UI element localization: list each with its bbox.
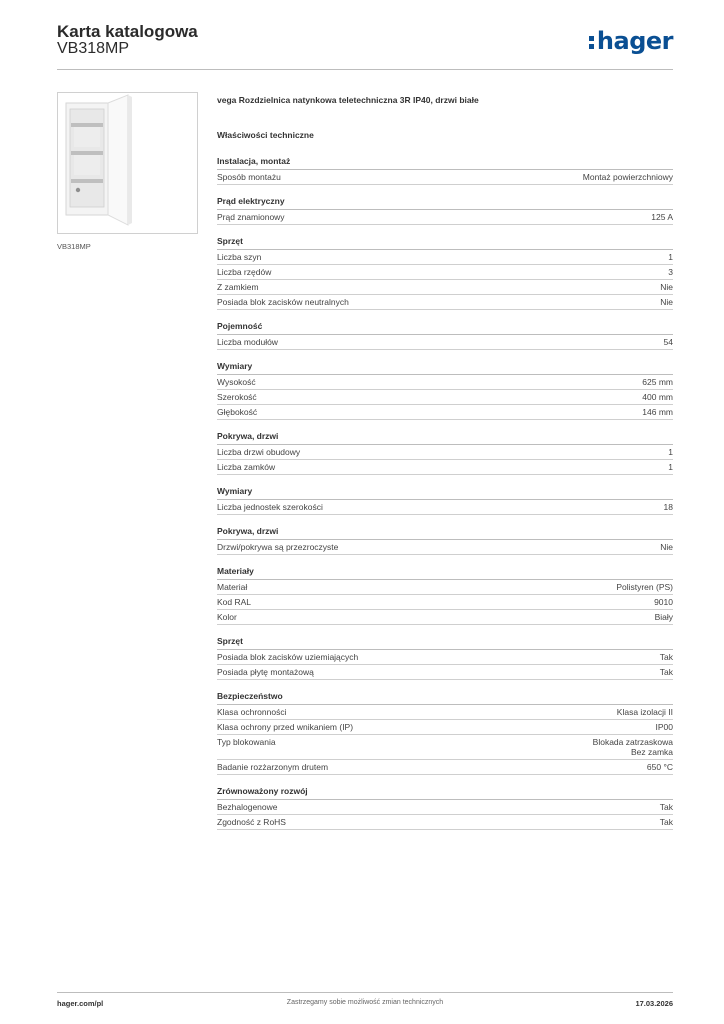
section-spacer: [217, 225, 673, 236]
spec-row: [217, 280, 673, 295]
spec-value-line: Montaż powierzchniowy: [582, 172, 673, 182]
hager-logo: [589, 27, 673, 55]
spec-row: [217, 295, 673, 310]
spec-value: [660, 802, 673, 812]
spec-value-line: 650 °C: [646, 762, 673, 772]
spec-value-line: Nie: [660, 297, 673, 307]
product-image-caption: VB318MP: [57, 242, 91, 251]
spec-value-line: Tak: [659, 817, 673, 827]
spec-value-line: 18: [663, 502, 673, 512]
spec-value-line: 3: [668, 267, 673, 277]
spec-section: [217, 786, 673, 830]
spec-value: [660, 297, 673, 307]
spec-label: Liczba modułów: [217, 337, 278, 347]
spec-label: Badanie rozżarzonym drutem: [217, 762, 329, 772]
section-spacer: [217, 515, 673, 526]
spec-section: [217, 361, 673, 420]
spec-value: [664, 337, 673, 347]
spec-value: [654, 597, 673, 607]
spec-value: [647, 762, 673, 772]
spec-value: [668, 267, 673, 277]
spec-label: Typ blokowania: [217, 737, 276, 747]
spec-value: [660, 282, 673, 292]
spec-row: [217, 460, 673, 475]
product-description: vega Rozdzielnica natynkowa teletechniczna 3R IP40, drzwi białe: [217, 95, 479, 105]
spec-row: [217, 390, 673, 405]
spec-value: [616, 582, 673, 592]
spec-value: [668, 447, 673, 457]
section-spacer: [217, 625, 673, 636]
spec-row: [217, 170, 673, 185]
spec-value-line: 625 mm: [642, 377, 673, 387]
spec-label: Posiada blok zacisków neutralnych: [217, 297, 349, 307]
spec-value: [642, 407, 673, 417]
spec-value-line: 1: [668, 447, 673, 457]
logo-mark-icon: [589, 34, 595, 50]
spec-label: Prąd znamionowy: [217, 212, 285, 222]
product-code: VB318MP: [57, 40, 130, 57]
spec-section: [217, 486, 673, 515]
spec-label: Materiał: [217, 582, 248, 592]
section-spacer: [217, 310, 673, 321]
spec-row: [217, 405, 673, 420]
spec-row: [217, 705, 673, 720]
spec-value: [642, 392, 673, 402]
spec-row: [217, 760, 673, 775]
spec-label: Posiada płytę montażową: [217, 667, 314, 677]
spec-value-line: 400 mm: [642, 392, 673, 402]
spec-label: Drzwi/pokrywa są przezroczyste: [217, 542, 339, 552]
spec-section-title: Materiały: [217, 566, 673, 580]
section-spacer: [217, 420, 673, 431]
spec-row: [217, 445, 673, 460]
spec-value: [660, 667, 673, 677]
spec-row: [217, 210, 673, 225]
spec-value-line: Nie: [660, 282, 673, 292]
spec-row: [217, 580, 673, 595]
spec-value-line: Tak: [659, 667, 673, 677]
spec-section: [217, 691, 673, 775]
spec-section: [217, 636, 673, 680]
spec-section: [217, 431, 673, 475]
spec-label: Liczba rzędów: [217, 267, 272, 277]
spec-row: [217, 375, 673, 390]
spec-value: [656, 722, 674, 732]
spec-label: Szerokość: [217, 392, 257, 402]
spec-label: Posiada blok zacisków uziemiających: [217, 652, 359, 662]
spec-label: Sposób montażu: [217, 172, 281, 182]
spec-section: [217, 196, 673, 225]
footer-date: 17.03.2026: [635, 999, 673, 1008]
spec-value-line: Tak: [659, 652, 673, 662]
page-header: [57, 20, 673, 70]
spec-row: [217, 735, 673, 760]
spec-label: Zgodność z RoHS: [217, 817, 286, 827]
spec-section-title: Wymiary: [217, 361, 673, 375]
spec-label: Wysokość: [217, 377, 256, 387]
spec-value-line: Tak: [659, 802, 673, 812]
spec-row: [217, 265, 673, 280]
spec-value-line: 9010: [654, 597, 673, 607]
spec-section: [217, 566, 673, 625]
spec-row: [217, 610, 673, 625]
product-image: [57, 92, 198, 234]
spec-value: [655, 612, 673, 622]
spec-value-line: Klasa izolacji II: [616, 707, 673, 717]
spec-value: [660, 817, 673, 827]
spec-value: [668, 462, 673, 472]
spec-value-line: IP00: [655, 722, 673, 732]
spec-section-title: Wymiary: [217, 486, 673, 500]
spec-section: [217, 321, 673, 350]
spec-value: [642, 377, 673, 387]
spec-section: [217, 156, 673, 185]
spec-value: [593, 737, 673, 757]
spec-row: [217, 650, 673, 665]
spec-value: [664, 502, 673, 512]
section-spacer: [217, 350, 673, 361]
spec-row: [217, 815, 673, 830]
page-footer: [57, 992, 673, 1008]
logo-text: hager: [596, 27, 673, 55]
spec-value-line: 146 mm: [642, 407, 673, 417]
spec-label: Liczba jednostek szerokości: [217, 502, 323, 512]
footer-website: hager.com/pl: [57, 999, 104, 1008]
spec-value-line: 125 A: [651, 212, 673, 222]
spec-value-line: Nie: [660, 542, 673, 552]
spec-section-title: Sprzęt: [217, 236, 673, 250]
spec-section-title: Instalacja, montaż: [217, 156, 673, 170]
footer-notice: Zastrzegamy sobie możliwość zmian technicznych: [286, 999, 444, 1006]
spec-section-title: Pokrywa, drzwi: [217, 526, 673, 540]
spec-value-line: Bez zamka: [630, 747, 673, 757]
document-title: Karta katalogowa: [57, 22, 198, 41]
section-spacer: [217, 775, 673, 786]
product-content: [217, 95, 673, 830]
spec-label: Z zamkiem: [217, 282, 259, 292]
spec-value: [617, 707, 673, 717]
spec-label: Liczba zamków: [217, 462, 276, 472]
spec-value-line: 1: [668, 462, 673, 472]
spec-section: [217, 236, 673, 310]
spec-value-line: 1: [668, 252, 673, 262]
spec-value: [660, 542, 673, 552]
spec-label: Liczba szyn: [217, 252, 262, 262]
spec-label: Klasa ochrony przed wnikaniem (IP): [217, 722, 354, 732]
spec-value: [651, 212, 673, 222]
spec-label: Bezhalogenowe: [217, 802, 278, 812]
spec-value-line: 54: [663, 337, 673, 347]
spec-sections: [217, 156, 673, 830]
spec-section-title: Prąd elektryczny: [217, 196, 673, 210]
distribution-board-illustration-icon: [58, 93, 197, 233]
spec-section-title: Sprzęt: [217, 636, 673, 650]
spec-value-line: Blokada zatrzaskowa: [592, 737, 673, 747]
spec-section-title: Pojemność: [217, 321, 673, 335]
spec-section-title: Zrównoważony rozwój: [217, 786, 673, 800]
spec-section: [217, 526, 673, 555]
spec-value-line: Polistyren (PS): [616, 582, 673, 592]
spec-label: Klasa ochronności: [217, 707, 287, 717]
spec-row: [217, 250, 673, 265]
spec-label: Głębokość: [217, 407, 258, 417]
spec-section-title: Pokrywa, drzwi: [217, 431, 673, 445]
spec-value: [583, 172, 673, 182]
spec-row: [217, 665, 673, 680]
spec-value: [660, 652, 673, 662]
spec-row: [217, 720, 673, 735]
spec-section-title: Bezpieczeństwo: [217, 691, 673, 705]
spec-row: [217, 335, 673, 350]
technical-properties-heading: Właściwości techniczne: [217, 130, 314, 140]
spec-label: Kod RAL: [217, 597, 252, 607]
section-spacer: [217, 555, 673, 566]
spec-row: [217, 800, 673, 815]
section-spacer: [217, 185, 673, 196]
section-spacer: [217, 680, 673, 691]
spec-row: [217, 500, 673, 515]
spec-label: Liczba drzwi obudowy: [217, 447, 301, 457]
spec-label: Kolor: [217, 612, 237, 622]
spec-row: [217, 540, 673, 555]
spec-value: [668, 252, 673, 262]
section-spacer: [217, 475, 673, 486]
spec-value-line: Biały: [654, 612, 673, 622]
spec-row: [217, 595, 673, 610]
